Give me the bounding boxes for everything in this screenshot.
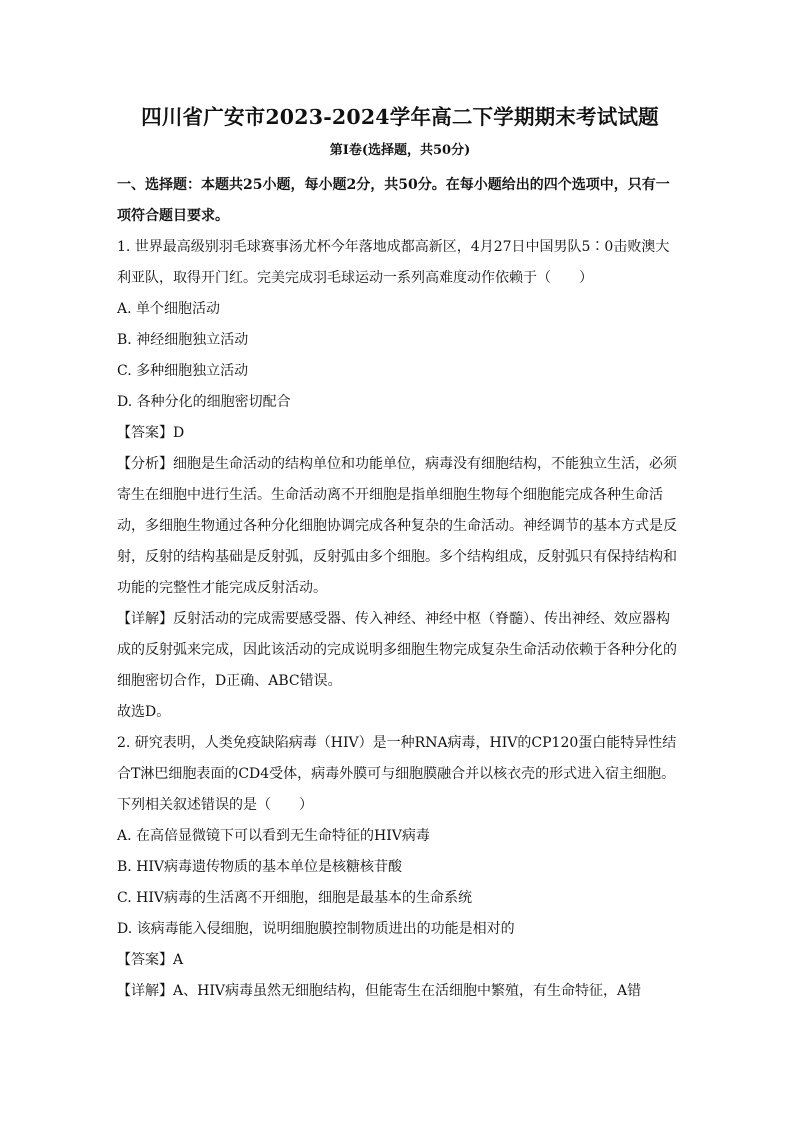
section-heading: 一、选择题：本题共25小题，每小题2分，共50分。在每小题给出的四个选项中，只有一项符合题目要求。: [117, 177, 670, 224]
q1-stem: 1. 世界最高级别羽毛球赛事汤尤杯今年落地成都高新区，4月27日中国男队5∶0击败澳大利亚队，取得开门红。完美完成羽毛球运动一系列高难度动作依赖于（ ）: [117, 239, 670, 286]
q2-detail: 【详解】A、HIV病毒虽然无细胞结构，但能寄生在活细胞中繁殖，有生命特征，A错: [117, 983, 642, 999]
q1-option-a: A. 单个细胞活动: [117, 301, 221, 317]
q1-option-d: D. 各种分化的细胞密切配合: [117, 394, 291, 410]
q1-option-b: B. 神经细胞独立活动: [117, 332, 249, 348]
exam-subtitle: 第Ⅰ卷(选择题，共50分): [329, 143, 471, 158]
q1-conclusion: 故选D。: [117, 704, 171, 720]
exam-title: 四川省广安市2023-2024学年高二下学期期末考试试题: [141, 105, 659, 129]
document-body: [117, 104, 683, 1007]
q2-answer: 【答案】A: [117, 952, 184, 968]
q1-detail: 【详解】反射活动的完成需要感受器、传入神经、神经中枢（脊髓）、传出神经、效应器构成的反射弧来完成，因此该活动的完成说明多细胞生物完成复杂生命活动依赖于各种分化的细胞密切合作，D正确、ABC错误。: [117, 611, 677, 689]
q1-analysis: 【分析】细胞是生命活动的结构单位和功能单位，病毒没有细胞结构，不能独立生活，必须寄生在细胞中进行生活。生命活动离不开细胞是指单细胞生物每个细胞能完成各种生命活动，多细胞生物通过各种分化细胞协调完成各种复杂的生命活动。神经调节的基本方式是反射，反射的结构基础是反射弧，反射弧由多个细胞。多个结构组成，反射弧只有保持结构和功能的完整性才能完成反射活动。: [117, 456, 677, 596]
q2-stem: 2. 研究表明，人类免疫缺陷病毒（HIV）是一种RNA病毒，HIV的CP120蛋白能特异性结合T淋巴细胞表面的CD4受体，病毒外膜可与细胞膜融合并以核衣壳的形式进入宿主细胞。下列相关叙述错误的是（ ）: [117, 735, 677, 813]
q1-answer: 【答案】D: [117, 425, 185, 441]
q2-option-b: B. HIV病毒遗传物质的基本单位是核糖核苷酸: [117, 859, 403, 875]
q2-option-c: C. HIV病毒的生活离不开细胞，细胞是最基本的生命系统: [117, 890, 472, 906]
q2-option-a: A. 在高倍显微镜下可以看到无生命特征的HIV病毒: [117, 828, 430, 844]
q2-option-d: D. 该病毒能入侵细胞，说明细胞膜控制物质进出的功能是相对的: [117, 921, 515, 937]
q1-option-c: C. 多种细胞独立活动: [117, 363, 249, 379]
